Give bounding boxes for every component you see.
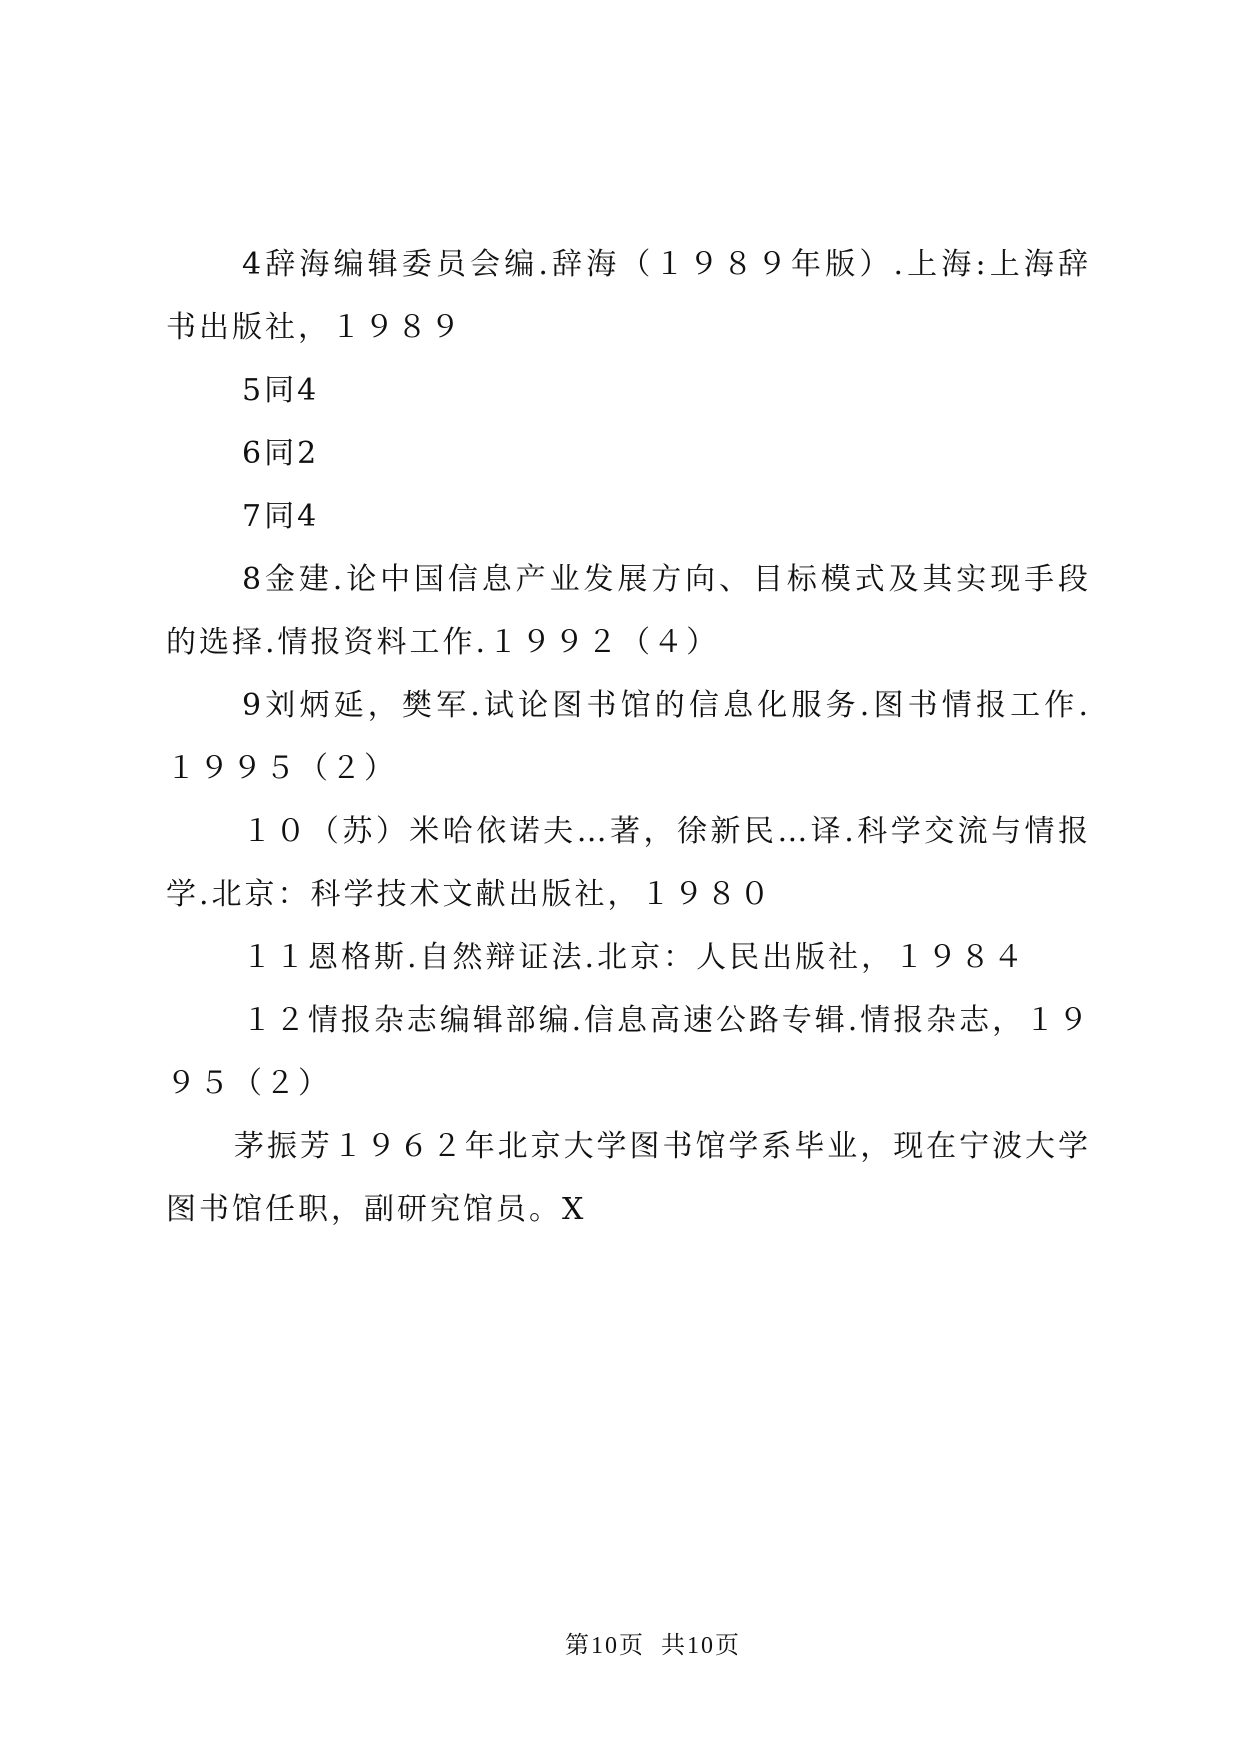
reference-entry: [166, 926, 1089, 989]
text-line: １１恩格斯.自然辩证法.北京：人民出版社，１９８４: [242, 940, 1027, 975]
reference-entry: [166, 800, 1089, 926]
text-line: 图书馆任职，副研究馆员。X: [166, 1192, 587, 1227]
reference-entry: [166, 989, 1089, 1115]
text-line: 4辞海编辑委员会编.辞海（１９８９年版）.上海:上海辞: [242, 247, 1089, 282]
reference-entry: [166, 359, 1089, 422]
author-bio: [166, 1115, 1089, 1241]
text-line: 学.北京：科学技术文献出版社，１９８０: [166, 877, 773, 912]
text-line: １０（苏）米哈依诺夫…著，徐新民…译.科学交流与情报: [242, 814, 1089, 849]
reference-entry: [166, 674, 1089, 800]
text-line: 7同4: [242, 499, 320, 534]
reference-entry: [166, 548, 1089, 674]
text-line: ９５（２）: [166, 1066, 331, 1101]
text-line: １２情报杂志编辑部编.信息高速公路专辑.情报杂志，１９: [242, 1003, 1089, 1038]
text-line: １９９５（２）: [166, 751, 397, 786]
text-line: 5同4: [242, 373, 320, 408]
document-body: [166, 233, 1089, 1241]
text-line: 9刘炳延，樊军.试论图书馆的信息化服务.图书情报工作.: [242, 688, 1089, 723]
text-line: 8金建.论中国信息产业发展方向、目标模式及其实现手段: [242, 562, 1089, 597]
page-footer: 第10页 共10页: [565, 1633, 741, 1659]
reference-entry: [166, 485, 1089, 548]
text-line: 书出版社，１９８９: [166, 310, 463, 345]
text-line: 6同2: [242, 436, 320, 471]
reference-entry: [166, 422, 1089, 485]
text-line: 的选择.情报资料工作.１９９２（４）: [166, 625, 720, 660]
text-line: 茅振芳１９６２年北京大学图书馆学系毕业，现在宁波大学: [234, 1129, 1089, 1164]
reference-entry: [166, 233, 1089, 359]
